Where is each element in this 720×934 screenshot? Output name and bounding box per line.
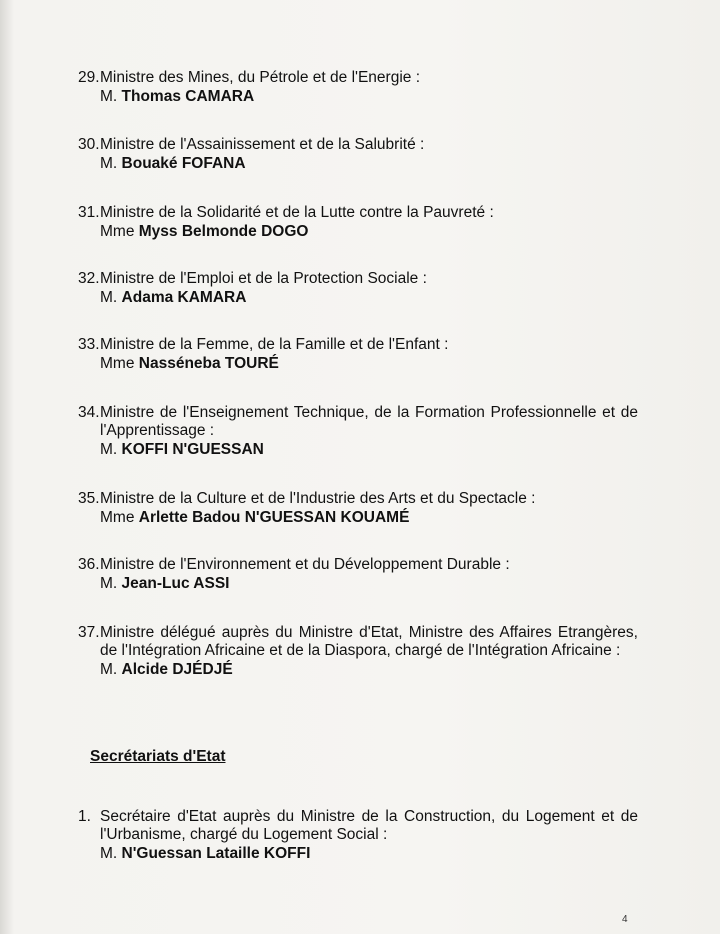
minister-person	[100, 87, 638, 106]
minister-name: Bouaké FOFANA	[121, 155, 246, 172]
ministry-title: Ministre de l'Emploi et de la Protection Sociale :	[100, 270, 427, 287]
ministry-title: Ministre des Mines, du Pétrole et de l'Energie :	[100, 69, 421, 86]
item-number: 36.	[78, 556, 100, 573]
ministry-title: Ministre délégué auprès du Ministre d'Etat, Ministre des Affaires Etrangères, de l'Intégration Africaine et de la Diaspora, chargé de l'Intégration Africaine :	[100, 624, 638, 659]
minister-person	[100, 288, 638, 307]
minister-person	[100, 660, 638, 679]
minister-person	[100, 222, 638, 241]
list-item	[78, 404, 638, 459]
name-prefix: M.	[100, 88, 118, 105]
ministry-title: Ministre de l'Assainissement et de la Salubrité :	[100, 136, 425, 153]
item-number: 1.	[78, 808, 91, 825]
minister-name: Adama KAMARA	[121, 289, 247, 306]
name-prefix: M.	[100, 289, 118, 306]
name-prefix: M.	[100, 845, 118, 862]
name-prefix: Mme	[100, 509, 135, 526]
minister-person	[100, 440, 638, 459]
ministry-title: Ministre de l'Environnement et du Développement Durable :	[100, 556, 510, 573]
minister-name: Alcide DJÉDJÉ	[121, 661, 233, 678]
name-prefix: M.	[100, 575, 118, 592]
item-number: 33.	[78, 336, 100, 353]
secretariat-title: Secrétaire d'Etat auprès du Ministre de la Construction, du Logement et de l'Urbanisme, chargé du Logement Social :	[100, 808, 638, 843]
list-item	[78, 136, 638, 173]
item-number: 32.	[78, 270, 100, 287]
name-prefix: M.	[100, 155, 118, 172]
secretary-name: N'Guessan Lataille KOFFI	[121, 845, 311, 862]
minister-name: KOFFI N'GUESSAN	[121, 441, 264, 458]
ministry-title: Ministre de la Femme, de la Famille et de l'Enfant :	[100, 336, 449, 353]
list-item	[78, 808, 638, 863]
item-number: 30.	[78, 136, 100, 153]
list-item	[78, 490, 638, 527]
minister-name: Myss Belmonde DOGO	[138, 223, 309, 240]
list-item	[78, 270, 638, 307]
ministry-title: Ministre de l'Enseignement Technique, de la Formation Professionnelle et de l'Apprentissage :	[100, 404, 638, 439]
minister-name: Thomas CAMARA	[121, 88, 255, 105]
section-heading: Secrétariats d'Etat	[90, 748, 226, 765]
list-item	[78, 69, 638, 106]
item-number: 37.	[78, 624, 100, 641]
minister-name: Nasséneba TOURÉ	[138, 355, 279, 372]
minister-name: Jean-Luc ASSI	[121, 575, 230, 592]
page-number: 4	[622, 914, 628, 925]
minister-person	[100, 508, 638, 527]
minister-person	[100, 574, 638, 593]
ministry-title: Ministre de la Culture et de l'Industrie des Arts et du Spectacle :	[100, 490, 536, 507]
list-item	[78, 556, 638, 593]
list-item	[78, 624, 638, 679]
name-prefix: Mme	[100, 223, 135, 240]
ministry-title: Ministre de la Solidarité et de la Lutte contre la Pauvreté :	[100, 204, 494, 221]
secretary-person	[100, 844, 638, 863]
minister-name: Arlette Badou N'GUESSAN KOUAMÉ	[138, 509, 410, 526]
item-number: 29.	[78, 69, 100, 86]
name-prefix: M.	[100, 661, 118, 678]
minister-person	[100, 154, 638, 173]
name-prefix: Mme	[100, 355, 135, 372]
item-number: 34.	[78, 404, 100, 421]
item-number: 35.	[78, 490, 100, 507]
minister-person	[100, 354, 638, 373]
list-item	[78, 204, 638, 241]
list-item	[78, 336, 638, 373]
item-number: 31.	[78, 204, 100, 221]
name-prefix: M.	[100, 441, 118, 458]
